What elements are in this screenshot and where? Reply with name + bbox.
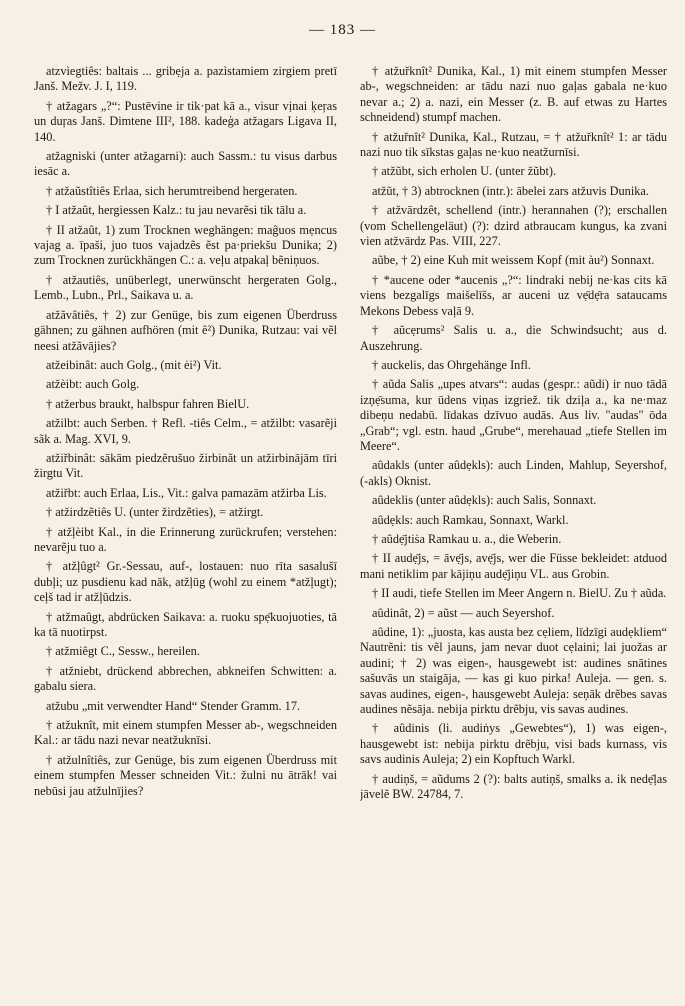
dictionary-entry: † II audẹ̄js, = āvẹ̄js, avẹ̄js, wer die Füsse bekleidet: atduod mani netiklim par kājiņu audẹ̄jiņu VL. aus Grobin. <box>360 551 667 581</box>
page-number: — 183 — <box>309 22 376 38</box>
dictionary-entry: † aûdẹ̄jtiṡa Ramkau u. a., die Weberin. <box>372 531 562 546</box>
left-column <box>34 64 337 994</box>
dictionary-entry: aûdine, 1): „juosta, kas austa bez cẹliem, līdzīgi audẹkliem“ Nautrẽni: tis vẽl jauns, jam nevar duot cẹlaini; lai juožas ar audini; † 2) was eigen-, hausgewebt ist: audines snātines sašuvās un staigāja, — kas gi kuo pirka! Auleja. — gen. s. savas audines, eigen-, hausgewebt Auleja: seņāk drẽbes savas audines nẽsāja. nebija pirktu drẽbju, vis savas audines. <box>360 625 667 717</box>
dictionary-entry: † atžmiêgt C., Sessw., hereilen. <box>46 644 200 659</box>
dictionary-entry: † atžniebt, drückend abbrechen, abkneifen Schwitten: a. gabalu siera. <box>34 663 337 694</box>
dictionary-entry: † atžerbus braukt, halbspur fahren BielU. <box>46 396 250 411</box>
dictionary-entry: atzvìegtiês: baltais ... gribẹja a. pazìstamiem zirgiem pretī Janš. Mežv. J. I, 119. <box>34 64 337 94</box>
dictionary-entry: † atžuknît, mit einem stumpfen Messer ab-, wegschneiden Kal.: ar tādu nazi nevar neatžuknīsi. <box>34 718 337 748</box>
dictionary-entry: † atžļèibt Kal., in die Erinnerung zurückrufen; verstehen: nevarẽju tuo a. <box>34 524 337 554</box>
dictionary-entry: † atžuřnît² Dunika, Kal., Rutzau, = † atžuřknît² 1: ar tādu nazi nuo tik sīkstas gaļas ne·kuo neatžurnīsi. <box>360 129 667 160</box>
dictionary-entry: atžiřbt: auch Erlaa, Lis., Vit.: galva pamazām atžirba Lis. <box>46 485 327 500</box>
dictionary-entry: aûdakls (unter aûdẹkls): auch Linden, Mahlup, Seyershof, (-akls) Oknist. <box>360 458 667 488</box>
dictionary-entry: atžãvâtiês, † 2) zur Genüge, bis zum eigenen Überdruss gähnen; zu gähnen aufhören (mit ê²) Dunika, Rutzau: vai vẽl neesi atžãvājies? <box>34 307 337 353</box>
dictionary-entry: † atžvārdzêt, schellend (intr.) herannahen (?); erschallen (vom Schellengeläut) (?): dzird atbraucam kungus, ka zvani vien atžvārdz Pas. VIII, 227. <box>360 203 667 249</box>
dictionary-entry: † auckelis, das Ohrgehänge Infl. <box>372 357 531 372</box>
dictionary-entry: atžagniski (unter atžagarni): auch Sassm.: tu visus darbus iesāc a. <box>34 149 337 179</box>
dictionary-entry: † atžuřknît² Dunika, Kal., 1) mit einem stumpfen Messer ab-, wegschneiden: ar tādu nazi nuo gaļas gabala ne·kuo nevar a.; 2) a. nazi, ein Messer (z. B. auf etwas zu Hartes schneidend) stumpf machen. <box>360 64 667 125</box>
dictionary-entry: aũbe, † 2) eine Kuh mit weissem Kopf (mit àu²) Sonnaxt. <box>372 253 655 268</box>
dictionary-entry: † aũcẹrums² Salis u. a., die Schwindsucht; aus d. Auszehrung. <box>360 323 667 353</box>
dictionary-entry: † atžũbt, sich erholen U. (unter žũbt). <box>372 164 557 179</box>
dictionary-entry: † atžļûgt² Gr.-Sessau, auf-, lostauen: nuo rīta sasalušī dubļi; uz pusdienu kad nāk, atžļūg (wohl zu einem *atžļugt); ceļš tad ir atžļūdzis. <box>34 559 337 605</box>
dictionary-entry: † atžirdzẽtiês U. (unter žirdzẽties), = atžirgt. <box>46 505 264 520</box>
dictionary-entry: atžubu „mit verwendter Hand“ Stender Gramm. 17. <box>46 698 301 713</box>
dictionary-entry: atžeibinât: auch Golg., (mit ėi²) Vit. <box>46 357 222 372</box>
dictionary-entry: † atžmaûgt, abdrücken Saikava: a. ruoku spẹ̄kuojuoties, tā ka tā nuotirpst. <box>34 609 337 639</box>
dictionary-entry: aûdẹkls: auch Ramkau, Sonnaxt, Warkl. <box>372 512 569 527</box>
dictionary-entry: † atžaũstîtiês Erlaa, sich herumtreibend hergeraten. <box>46 183 298 198</box>
dictionary-entry: † atžulnîtiês, zur Genüge, bis zum eigenen Überdruss mit einem stumpfen Messer schneiden Vit.: žulni nu ātrāk! vai nebūsi jau atžulnījies? <box>34 752 337 798</box>
dictionary-entry: † aũda Salis „upes atvars“: audas (gespr.: aũdi) ir nuo tādā izņẹ̄suma, kur ūdens viņas izgriež. tik dziļa a., ka ne·maz dibeņu nedabū. līdakas dzīvuo audās. Aus liv. "audas" ōda „Grab“; vgl. estn. haud „Grube“, merehauad „tiefe Stellen im Meere“. <box>360 377 667 453</box>
dictionary-entry: atžilbt: auch Serben. † Refl. -tiês Celm., = atžilbt: vasarẽji sãk a. Mag. XVI, 9. <box>34 416 337 446</box>
dictionary-entry: † *aucene oder *aucenis „?“: lindraki nebij ne·kas cits kā viens bezgalīgs maišelīšs, ar auceni uz vẹ̄dẹ̄ra sataucams Mekons Debess vaļā 9. <box>360 272 667 318</box>
dictionary-entry: † I atžaût, hergiessen Kalz.: tu jau nevarẽsi tik tālu a. <box>46 203 307 218</box>
dictionary-entry: atžiřbinât: sākām piedzẽrušuo žirbinãt un atžirbinājām tīri žirgtu Vit. <box>34 450 337 481</box>
dictionary-entry: atžũt, † 3) abtrocknen (intr.): ābelei zars atžuvis Dunika. <box>372 183 649 198</box>
right-column <box>360 64 667 994</box>
dictionary-entry: † atžagars „?“: Pustēvine ir tik·pat kā a., visur vịnai ķeŗas un duŗas Janš. Dimtene III², 188. kadeģa atžagars Ligava II, 140. <box>34 98 337 144</box>
dictionary-entry: † II atžaût, 1) zum Trocknen weghängen: maĝuos mẹncus vajag a. īpaši, juo tuos vajadzẽs ẽst pa·priekšu Dunika; 2) zum Trocknen zurückhängen C.: a. veļu atpakaļ bẽniņuos. <box>34 222 337 268</box>
dictionary-entry: † aûdinis (li. audiṅys „Gewebtes“), 1) was eigen-, hausgewebt ist: nebija pirktu drẽbju, visi bads kurnass, vis savs audinis Auleja; 2) ein Kopftuch Warkl. <box>360 721 667 767</box>
dictionary-entry: † atžautiês, unüberlegt, unerwünscht hergeraten Golg., Lemb., Lubn., Prl., Saikava u. a. <box>34 272 337 303</box>
dictionary-entry: atžèibt: auch Golg. <box>46 377 140 392</box>
dictionary-entry: aûdinât, 2) = aũst — auch Seyershof. <box>372 605 555 620</box>
dictionary-entry: † II audi, tiefe Stellen im Meer Angern n. BielU. Zu † aũda. <box>372 586 667 601</box>
dictionary-entry: † audiņš, = aũdums 2 (?): balts autiņš, smalks a. ik nedẹ̄ļas jāvelẽ BW. 24784, 7. <box>360 771 667 802</box>
dictionary-entry: aûdeklis (unter aûdẹkls): auch Salis, Sonnaxt. <box>372 493 597 508</box>
